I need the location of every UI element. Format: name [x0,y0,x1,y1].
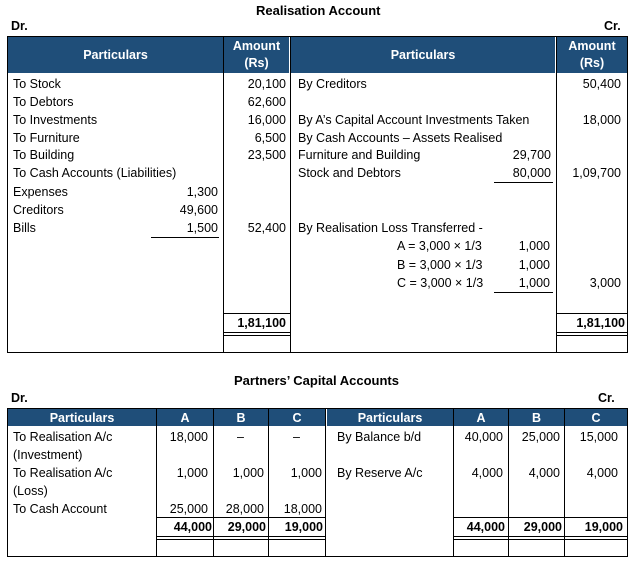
capital-debit-loss-a: 1,000 [176,466,208,480]
credit-b-share-label: B = 3,000 × 1/3 [397,258,483,272]
realisation-total-right: 1,81,100 [576,316,625,330]
capital-credit-balance-label: By Balance b/d [337,430,422,444]
border [7,352,628,353]
total-rule [454,536,628,537]
debit-cash-label: To Cash Accounts (Liabilities) [13,166,177,180]
capital-header-c-right: C [565,409,627,426]
border [156,408,157,557]
debit-stock-amount: 20,100 [247,77,286,91]
debit-creditors-value: 49,600 [179,203,218,217]
realisation-header-amount-left: Amount (Rs) [224,37,289,73]
credit-a-share-value: 1,000 [518,239,550,253]
total-rule [224,332,290,333]
border [564,408,565,557]
credit-assets-realised-amount: 1,09,700 [572,166,621,180]
border [7,36,8,353]
capital-header-c-left: C [269,409,325,426]
border [7,36,628,37]
border [290,36,291,353]
capital-debit-investment-a: 18,000 [169,430,208,444]
capital-debit-investment-line2: (Investment) [13,448,83,462]
realisation-header-amount-right: Amount (Rs) [557,37,627,73]
credit-loss-amount: 3,000 [589,276,621,290]
border [508,408,509,557]
total-rule [454,539,628,540]
debit-furniture-label: To Furniture [13,131,80,145]
total-rule [157,536,326,537]
debit-debtors-amount: 62,600 [247,95,286,109]
total-rule [557,332,627,333]
border [325,408,326,557]
capital-total-credit-b: 29,000 [523,520,562,534]
capital-total-debit-a: 44,000 [173,520,212,534]
capital-header-particulars-left: Particulars [8,409,156,426]
credit-b-share-value: 1,000 [518,258,550,272]
capital-debit-loss-b: 1,000 [232,466,264,480]
debit-debtors-label: To Debtors [13,95,74,109]
debit-investments-amount: 16,000 [247,113,286,127]
credit-investments-amount: 18,000 [582,113,621,127]
credit-c-share-label: C = 3,000 × 1/3 [397,276,484,290]
capital-header-b-left: B [214,409,268,426]
credit-a-share-label: A = 3,000 × 1/3 [397,239,482,253]
capital-credit-balance-c: 15,000 [579,430,618,444]
border [556,36,557,353]
capital-credit-reserve-a: 4,000 [471,466,503,480]
capital-header-a-right: A [454,409,508,426]
credit-c-share-value: 1,000 [518,276,550,290]
capital-debit-loss-line1: To Realisation A/c [13,466,113,480]
capital-debit-investment-b: – [237,430,244,444]
capital-header-b-right: B [509,409,564,426]
debit-investments-label: To Investments [13,113,98,127]
debit-building-label: To Building [13,148,75,162]
capital-debit-cash-a: 25,000 [169,502,208,516]
capital-total-credit-c: 19,000 [584,520,623,534]
realisation-title: Realisation Account [256,3,381,18]
total-rule [557,335,627,336]
capital-credit-reserve-label: By Reserve A/c [337,466,423,480]
debit-expenses-value: 1,300 [186,185,218,199]
capital-debit-cash-c: 18,000 [283,502,322,516]
credit-loss-label: By Realisation Loss Transferred - [298,221,483,235]
border [7,408,628,409]
subtotal-rule [151,237,219,238]
realisation-cr-label: Cr. [604,19,621,33]
capital-header-a-left: A [157,409,213,426]
capital-credit-balance-b: 25,000 [521,430,560,444]
credit-furniture-building-label: Furniture and Building [298,148,421,162]
subtotal-rule [494,182,553,183]
subtotal-rule [494,292,553,293]
realisation-header-particulars-right: Particulars [291,37,555,73]
border [7,556,628,557]
total-rule [157,517,326,518]
debit-bills-value: 1,500 [186,221,218,235]
credit-stock-debtors-label: Stock and Debtors [298,166,401,180]
debit-liabilities-amount: 52,400 [247,221,286,235]
capital-total-debit-c: 19,000 [284,520,323,534]
border [453,408,454,557]
credit-creditors-amount: 50,400 [582,77,621,91]
realisation-dr-label: Dr. [11,19,28,33]
capital-debit-investment-line1: To Realisation A/c [13,430,113,444]
credit-cash-label: By Cash Accounts – Assets Realised [298,131,503,145]
capital-debit-loss-c: 1,000 [290,466,322,480]
border [223,36,224,353]
debit-furniture-amount: 6,500 [254,131,286,145]
credit-investments-label: By A’s Capital Account Investments Taken [298,113,530,127]
debit-building-amount: 23,500 [247,148,286,162]
credit-furniture-building-value: 29,700 [512,148,551,162]
realisation-total-left: 1,81,100 [237,316,286,330]
total-rule [157,539,326,540]
debit-creditors-label: Creditors [13,203,64,217]
capital-dr-label: Dr. [11,391,28,405]
debit-expenses-label: Expenses [13,185,68,199]
total-rule [224,313,290,314]
capital-header-particulars-right: Particulars [327,409,453,426]
capital-total-credit-a: 44,000 [466,520,505,534]
total-rule [557,313,627,314]
border [627,408,628,557]
capital-cr-label: Cr. [598,391,615,405]
border [7,408,8,557]
capital-title: Partners’ Capital Accounts [234,373,399,388]
debit-bills-label: Bills [13,221,36,235]
capital-debit-loss-line2: (Loss) [13,484,48,498]
capital-debit-cash-label: To Cash Account [13,502,107,516]
total-rule [454,517,628,518]
credit-stock-debtors-value: 80,000 [512,166,551,180]
capital-credit-balance-a: 40,000 [464,430,503,444]
realisation-header-particulars-left: Particulars [8,37,223,73]
capital-credit-reserve-c: 4,000 [586,466,618,480]
capital-debit-investment-c: – [293,430,300,444]
capital-total-debit-b: 29,000 [227,520,266,534]
debit-stock-label: To Stock [13,77,61,91]
credit-creditors-label: By Creditors [298,77,367,91]
capital-debit-cash-b: 28,000 [225,502,264,516]
border [627,36,628,353]
capital-credit-reserve-b: 4,000 [528,466,560,480]
total-rule [224,335,290,336]
